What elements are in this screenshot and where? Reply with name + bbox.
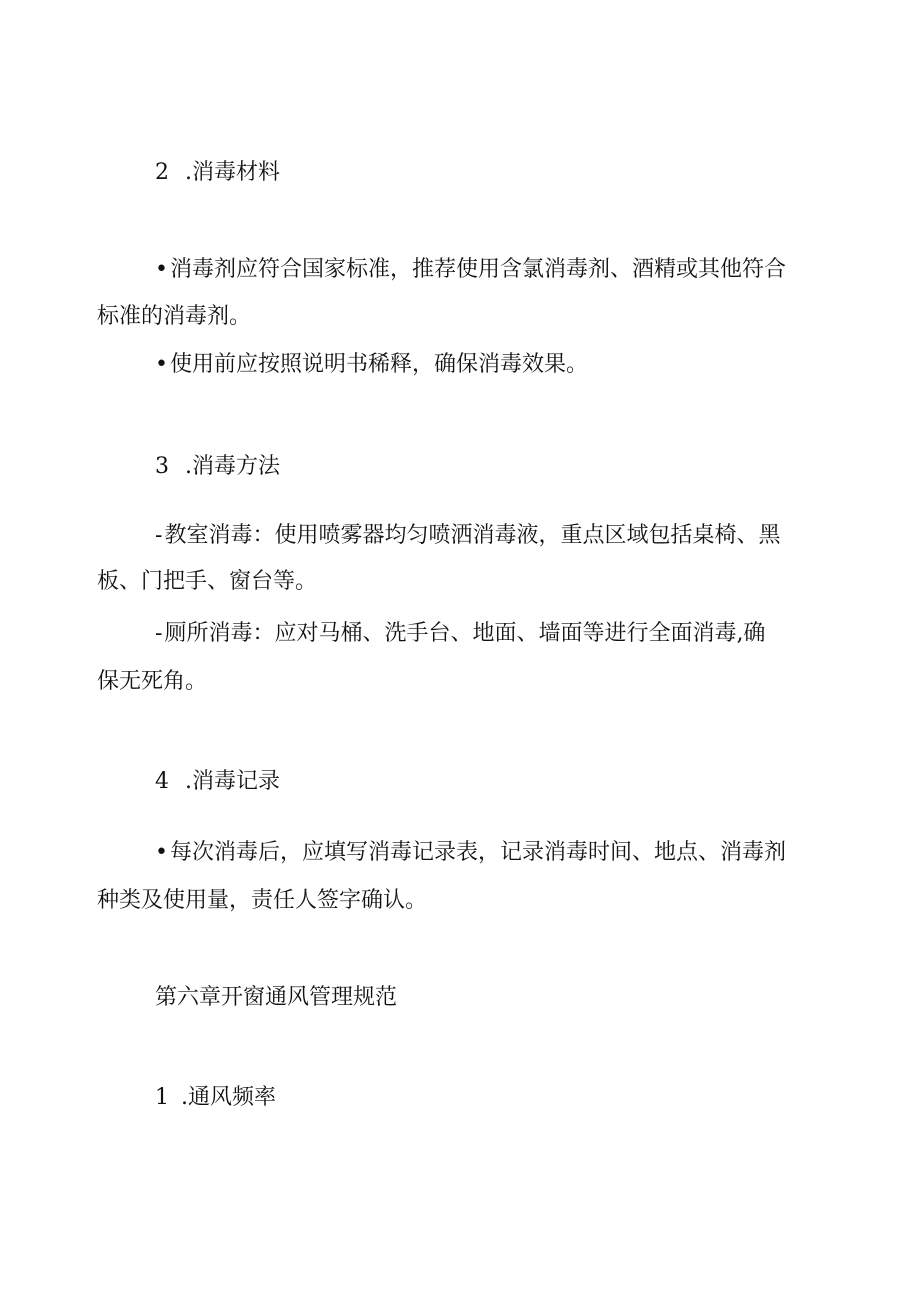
heading-number: 1 xyxy=(155,1085,169,1110)
paragraph-line xyxy=(155,839,786,867)
heading-number: 2 xyxy=(155,160,169,185)
heading-text: .消毒记录 xyxy=(185,769,280,794)
paragraph-line xyxy=(97,668,207,696)
paragraph-text: 厕所消毒：应对马桶、洗手台、地面、墙面等进行全面消毒,确 xyxy=(164,621,766,646)
paragraph-line xyxy=(97,303,251,331)
heading-text: .消毒方法 xyxy=(185,454,280,479)
dash-marker: - xyxy=(155,621,163,646)
paragraph-line xyxy=(155,256,786,284)
heading-number: 3 xyxy=(155,454,169,479)
heading-text: .通风频率 xyxy=(181,1085,276,1110)
chapter-title: 第六章开窗通风管理规范 xyxy=(155,985,398,1010)
section-heading-disinfection-methods xyxy=(155,453,280,481)
section-heading-disinfection-records xyxy=(155,768,280,796)
bullet-marker: • xyxy=(155,352,168,377)
paragraph-line xyxy=(97,887,427,915)
paragraph-line xyxy=(155,620,765,648)
paragraph-text: 使用前应按照说明书稀释，确保消毒效果。 xyxy=(169,352,588,377)
paragraph-line xyxy=(155,522,780,550)
paragraph-text: 保无死角。 xyxy=(97,669,208,694)
paragraph-text: 标准的消毒剂。 xyxy=(97,304,252,329)
heading-number: 4 xyxy=(155,769,169,794)
paragraph-text: 板、门把手、窗台等。 xyxy=(97,569,318,594)
section-heading-ventilation-frequency xyxy=(155,1084,276,1112)
paragraph-text: 教室消毒：使用喷雾器均匀喷洒消毒液，重点区域包括桌椅、黑 xyxy=(164,523,781,548)
paragraph-text: 消毒剂应符合国家标准，推荐使用含氯消毒剂、酒精或其他符合 xyxy=(169,257,786,282)
paragraph-line xyxy=(155,351,588,379)
dash-marker: - xyxy=(155,523,163,548)
paragraph-line xyxy=(97,568,317,596)
bullet-marker: • xyxy=(155,257,168,282)
paragraph-text: 每次消毒后，应填写消毒记录表，记录消毒时间、地点、消毒剂 xyxy=(169,840,786,865)
section-heading-disinfection-materials xyxy=(155,159,280,187)
bullet-marker: • xyxy=(155,840,168,865)
heading-text: .消毒材料 xyxy=(185,160,280,185)
paragraph-text: 种类及使用量，责任人签字确认。 xyxy=(97,888,428,913)
